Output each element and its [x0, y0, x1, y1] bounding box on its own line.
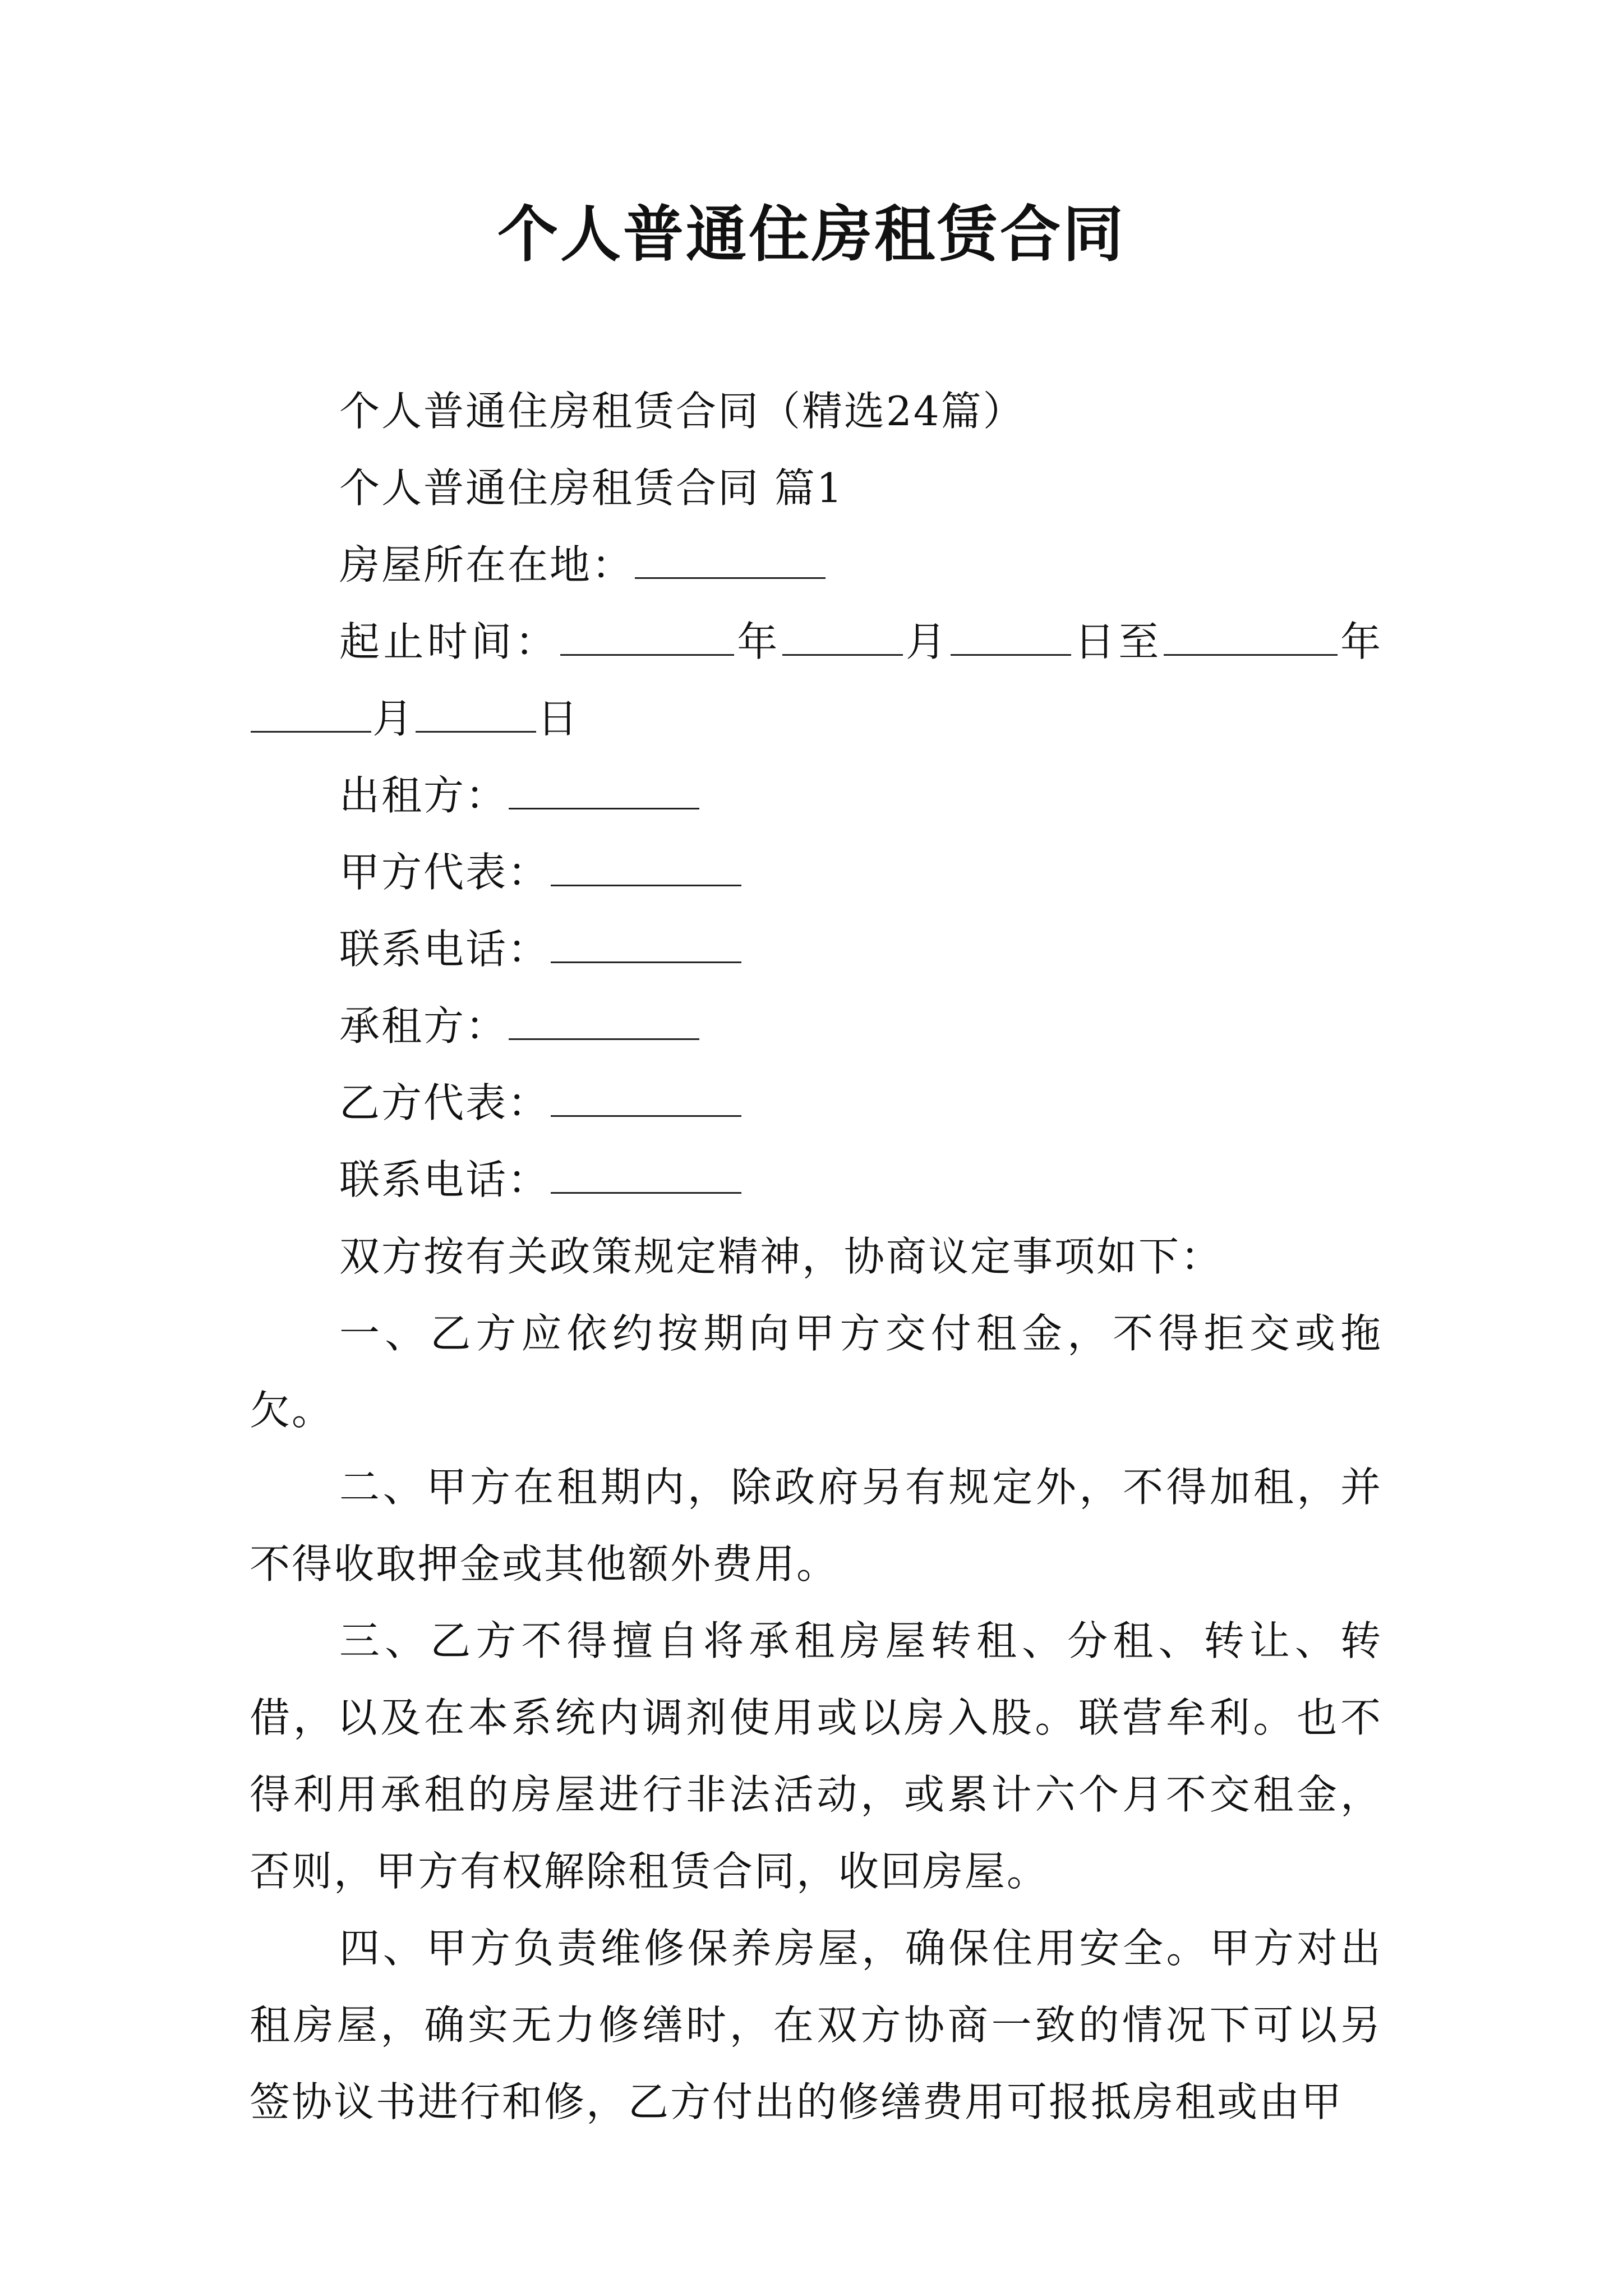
document-subtitle: 个人普通住房租赁合同（精选24篇） — [339, 388, 1025, 435]
document-body — [250, 373, 1382, 2141]
phone-a-line — [250, 911, 1382, 988]
end-day-blank — [416, 691, 536, 733]
paragraph-clause-2: 二、甲方在租期内，除政府另有规定外，不得加租，并不得收取押金或其他额外费用。 — [250, 1464, 1382, 1588]
paragraph-clause-1: 一、乙方应依约按期向甲方交付租金，不得拒交或拖欠。 — [250, 1310, 1382, 1434]
end-month-blank — [251, 691, 371, 733]
lessor-label: 出租方： — [339, 772, 508, 819]
paragraph-clause-4: 四、甲方负责维修保养房屋，确保住用安全。甲方对出租房屋，确实无力修缮时，在双方协商一致的情况下可以另签协议书进行和修，乙方付出的修缮费用可报抵房租或由甲 — [250, 1925, 1382, 2125]
period-line — [250, 604, 1382, 757]
lessor-blank — [509, 767, 699, 809]
lessor-line — [250, 757, 1382, 834]
phone-a-label: 联系电话： — [339, 926, 550, 973]
party-b-rep-line — [250, 1065, 1382, 1142]
phone-a-blank — [551, 921, 741, 963]
start-month-blank — [782, 614, 903, 656]
paragraph-intro: 双方按有关政策规定精神，协商议定事项如下： — [339, 1233, 1223, 1280]
end-year-label: 年 — [1338, 618, 1382, 665]
section-heading: 个人普通住房租赁合同 篇1 — [339, 464, 844, 512]
paragraph-clause-3: 三、乙方不得擅自将承租房屋转租、分租、转让、转借，以及在本系统内调剂使用或以房入股。联营牟利。也不得利用承租的房屋进行非法活动，或累计六个月不交租金，否则，甲方有权解除租赁合同，收回房屋。 — [250, 1617, 1382, 1895]
party-b-rep-blank — [551, 1075, 741, 1117]
period-label: 起止时间： — [339, 618, 559, 665]
party-a-rep-label: 甲方代表： — [339, 849, 550, 896]
start-year-label: 年 — [735, 618, 781, 665]
phone-b-label: 联系电话： — [339, 1156, 550, 1203]
location-label: 房屋所在在地： — [339, 541, 634, 588]
phone-b-line — [250, 1142, 1382, 1218]
start-day-blank — [951, 614, 1071, 656]
lessee-blank — [509, 998, 699, 1040]
end-month-label: 月 — [372, 695, 415, 742]
location-line — [250, 527, 1382, 604]
document-title: 个人普通住房租赁合同 — [497, 199, 1126, 270]
location-blank — [635, 537, 826, 579]
lessee-line — [250, 988, 1382, 1065]
party-a-rep-blank — [551, 844, 741, 886]
party-b-rep-label: 乙方代表： — [339, 1079, 550, 1126]
start-year-blank — [560, 614, 734, 656]
end-year-blank — [1164, 614, 1338, 656]
lessee-label: 承租方： — [339, 1002, 508, 1050]
start-month-label: 月 — [903, 618, 950, 665]
end-day-label: 日 — [537, 695, 580, 742]
phone-b-blank — [551, 1152, 741, 1194]
party-a-rep-line — [250, 834, 1382, 911]
start-day-to-label: 日至 — [1072, 618, 1163, 665]
